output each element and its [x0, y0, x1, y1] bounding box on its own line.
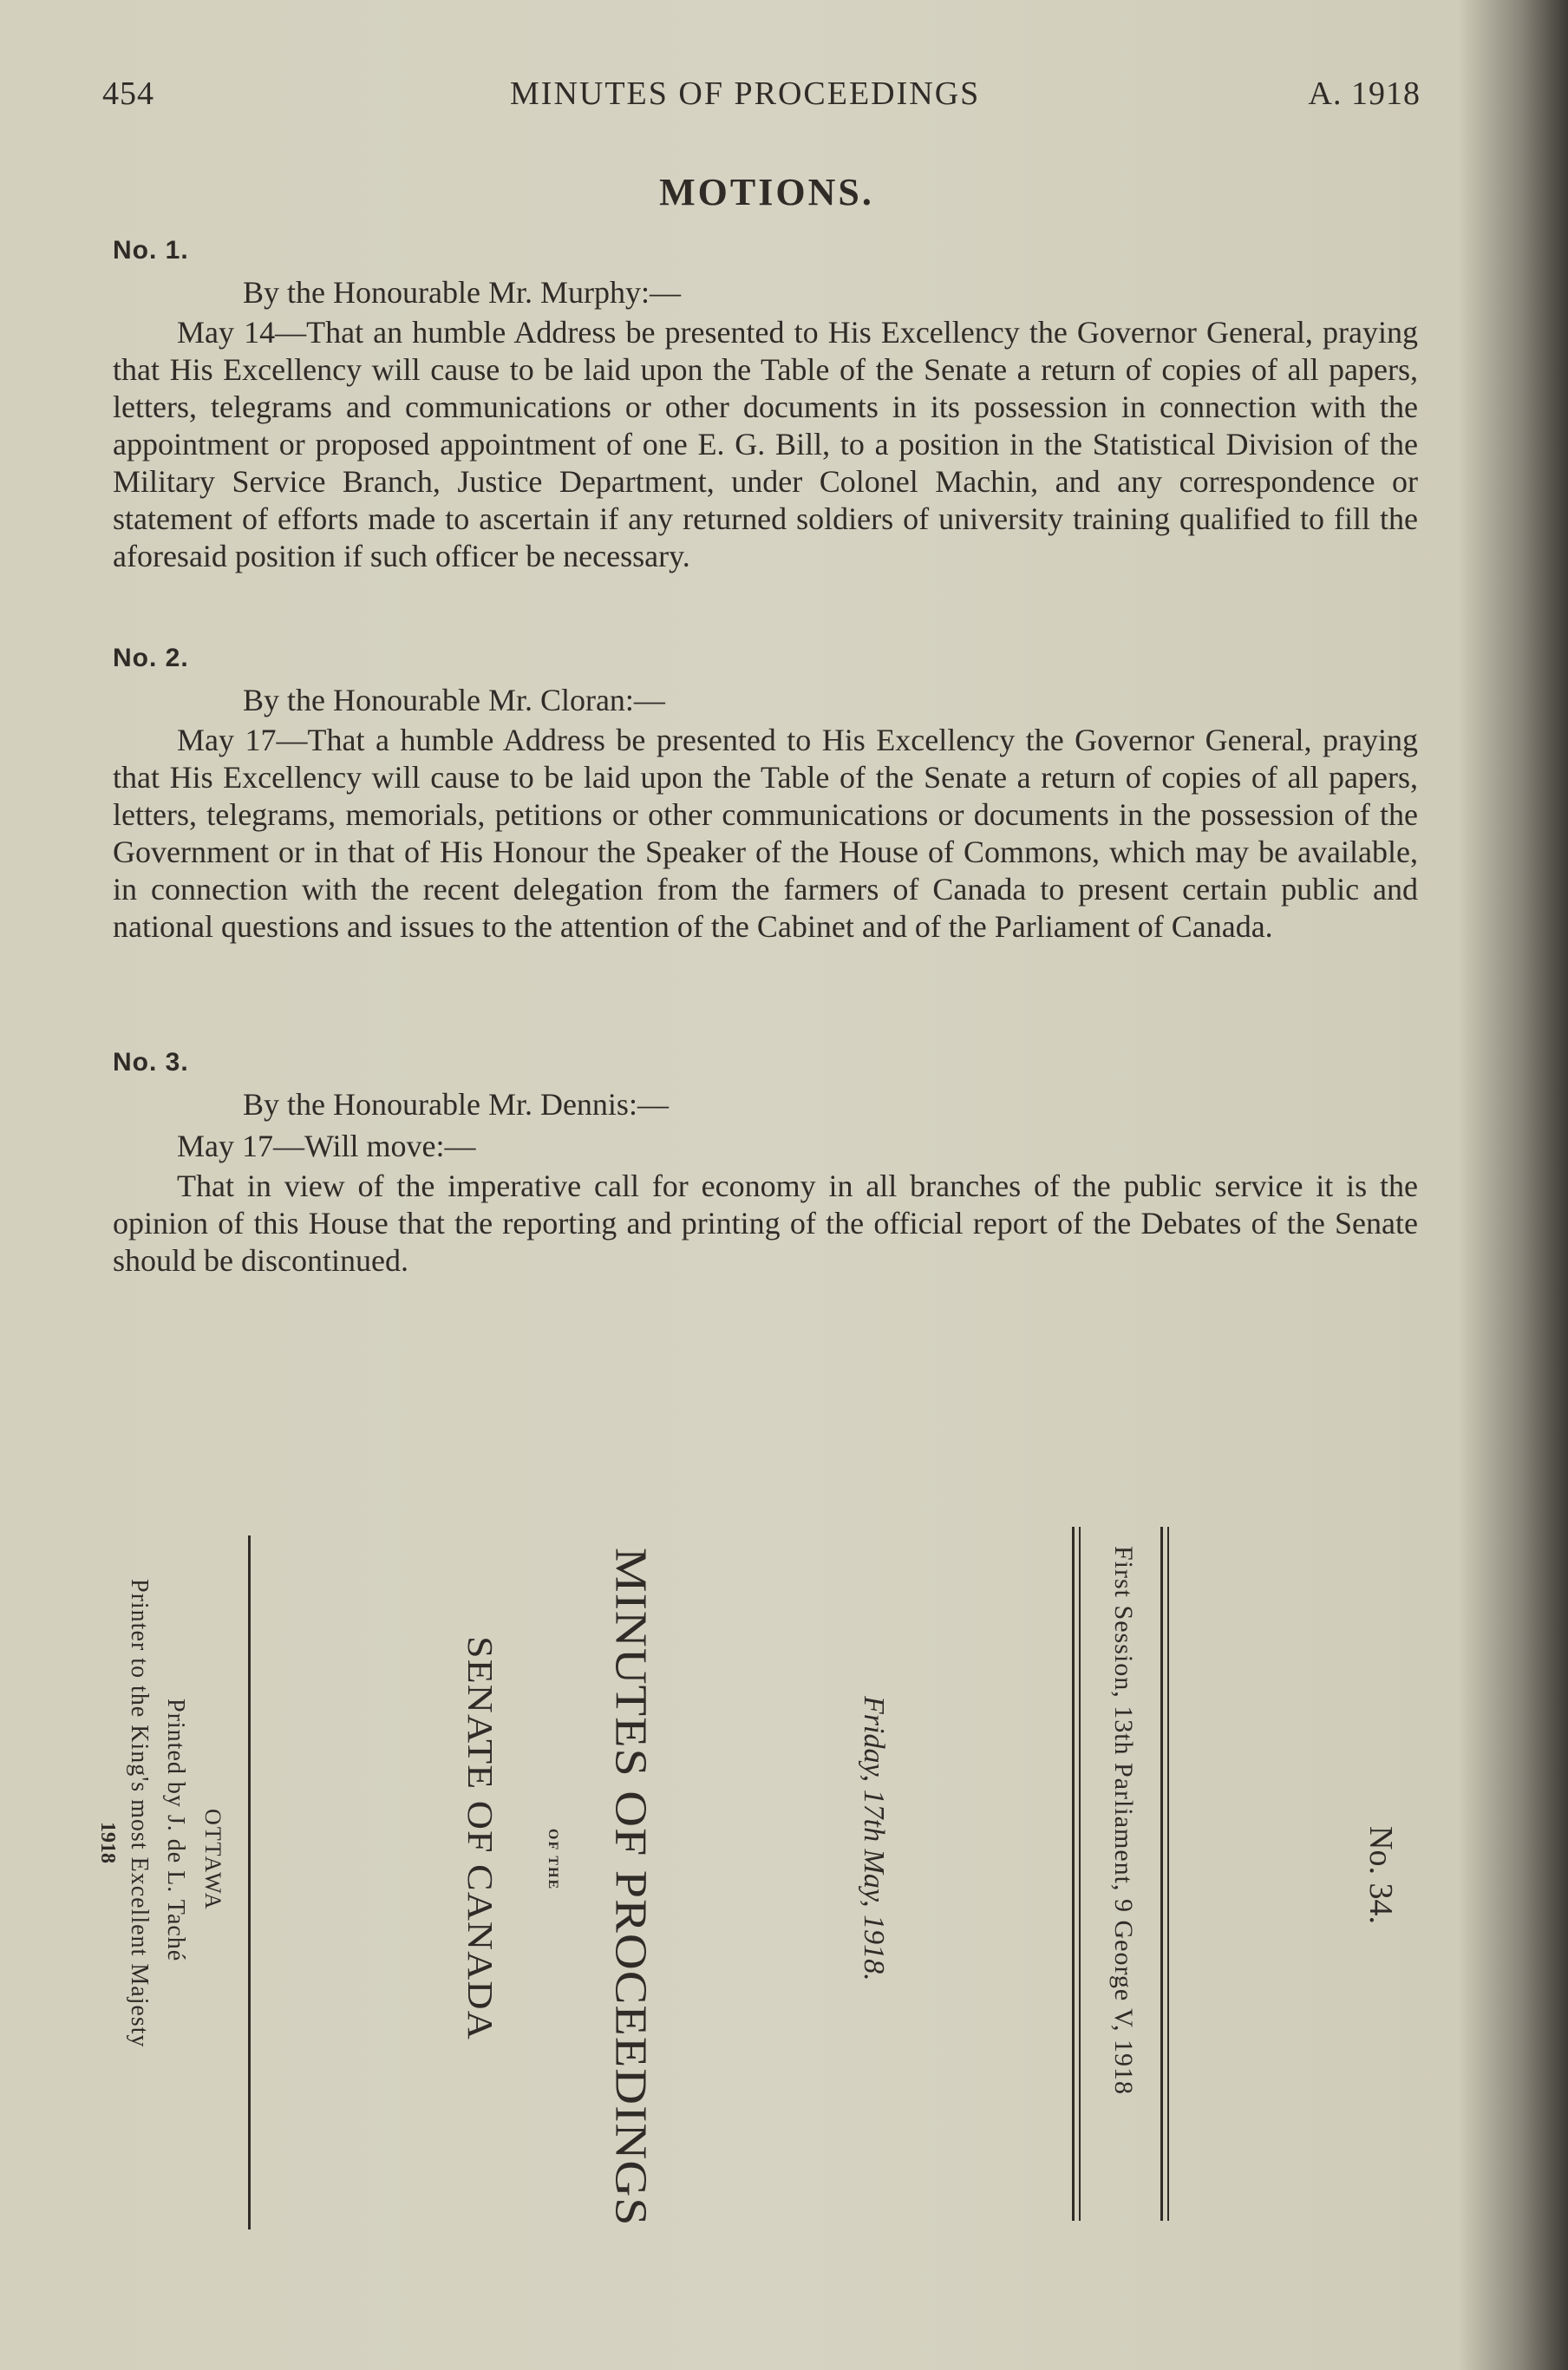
motion-mover: By the Honourable Mr. Dennis:— [243, 1087, 669, 1122]
motion-text: May 17—That a humble Address be presented to His Excellency the Governor General, praying that His Excellency will cause to be laid upon the Table of the Senate a return of copies of all papers, letters, telegrams, memorials, petitions or other communications or documents in the possession of the Government or in that of His Honour the Speaker of the House of Commons, which may be available, in connection with the recent delegation from the farmers of Canada to present certain public and national questions and issues to the attention of the Cabinet and of the Parliament of Canada. [113, 723, 1418, 944]
motion-item [113, 1048, 1418, 1280]
motion-mover: By the Honourable Mr. Murphy:— [243, 275, 681, 310]
cover-year: 1918 [96, 1822, 119, 1863]
cover-printer: Printed by J. de L. Taché [162, 1699, 189, 1962]
cover-title: MINUTES OF PROCEEDINGS [605, 1548, 657, 2227]
motion-text: May 14—That an humble Address be presented to His Excellency the Governor General, praying that His Excellency will cause to be laid upon the Table of the Senate a return of copies of all papers, letters, telegrams and communications or other documents in its possession in connection with the appointment or proposed appointment of one E. G. Bill, to a position in the Statistical Division of the Military Service Branch, Justice Department, under Colonel Machin, and any correspondence or statement of efforts made to ascertain if any returned soldiers of university training qualified to fill the aforesaid position if such officer be necessary. [113, 315, 1418, 573]
cover-of-the: OF THE [546, 1829, 560, 1891]
page-header [102, 75, 1421, 123]
motion-number: No. 2. [113, 644, 189, 672]
motion-number: No. 1. [113, 236, 189, 265]
motion-text: That in view of the imperative call for economy in all branches of the public service it is the opinion of this House that the reporting and printing of the official report of the Debates of the Senate should be discontinued. [113, 1169, 1418, 1278]
cover-rule [1079, 1527, 1081, 2221]
cover-issue-number: No. 34. [1362, 1826, 1399, 1924]
motion-mover: By the Honourable Mr. Cloran:— [243, 683, 665, 717]
cover-rule [1167, 1527, 1169, 2221]
motion-number: No. 3. [113, 1048, 189, 1077]
page-number: 454 [102, 75, 154, 112]
cover-city: OTTAWA [200, 1809, 225, 1911]
cover-session: First Session, 13th Parliament, 9 George V, 1918 [1109, 1546, 1138, 2095]
motion-item [113, 644, 1418, 946]
cover-rule [248, 1535, 251, 2229]
motion-item [113, 236, 1418, 575]
cover-senate: SENATE OF CANADA [460, 1636, 500, 2040]
cover-block [87, 1527, 1440, 2247]
cover-rule [1160, 1527, 1163, 2221]
section-title: MOTIONS. [659, 171, 874, 213]
cover-rule [1072, 1527, 1075, 2221]
motion-date: May 17—Will move:— [177, 1129, 476, 1163]
cover-date: Friday, 17th May, 1918. [858, 1696, 890, 1981]
running-title: MINUTES OF PROCEEDINGS [510, 75, 981, 112]
header-year: A. 1918 [1308, 75, 1421, 112]
cover-printer-title: Printer to the King's most Excellent Majesty [126, 1579, 153, 2048]
